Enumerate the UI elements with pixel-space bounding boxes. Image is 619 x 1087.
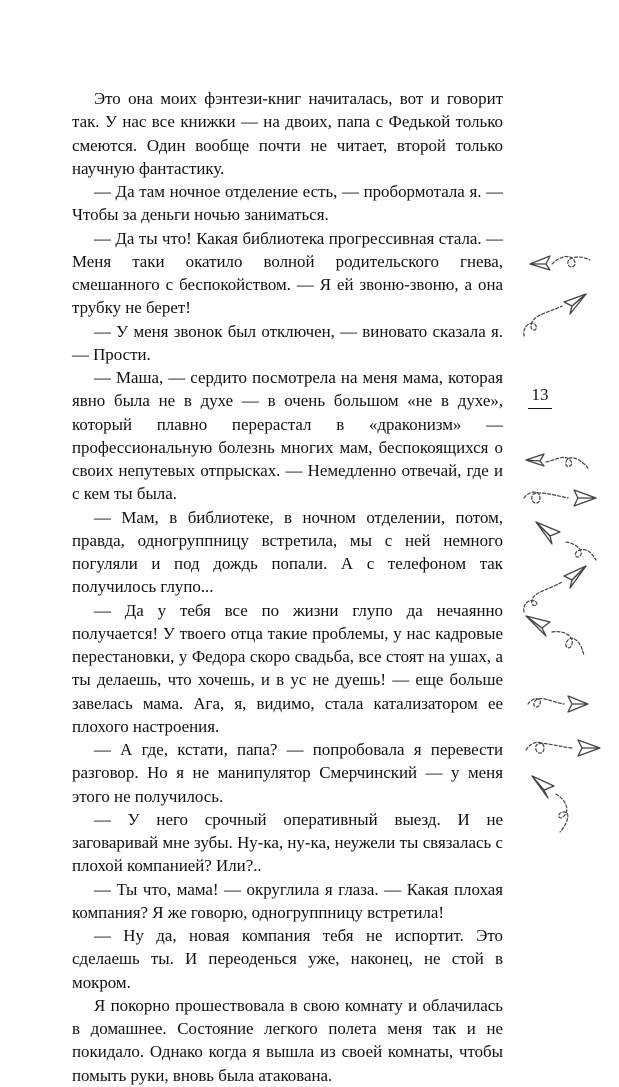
paragraph: — У него срочный оперативный выезд. И не заговаривай мне зубы. Ну-ка, ну-ка, неужели ты связалась с плохой компанией? Или?.. bbox=[72, 809, 503, 876]
paragraph: — Мам, в библиотеке, в ночном отделении, потом, правда, одногруппницу встретила, мы с ней немного погуляли и под дождь попали. А с телефоном так получилось глупо... bbox=[72, 507, 503, 597]
paragraph: — Ты что, мама! — округлила я глаза. — Какая плохая компания? Я же говорю, одногруппницу встретила! bbox=[72, 879, 503, 922]
paper-plane-icon bbox=[528, 250, 592, 278]
paper-plane-decoration bbox=[506, 232, 616, 842]
paper-plane-icon bbox=[522, 732, 604, 766]
paragraph: — Да там ночное отделение есть, — пробормотала я. — Чтобы за деньги ночью заниматься. bbox=[72, 182, 503, 225]
paper-plane-icon bbox=[520, 290, 590, 340]
paragraph: Это она моих фэнтези-книг начиталась, вот и говорит так. У нас все книжки — на двоих, папа с Федькой только смеются. Один вообще почти не читает, второй только научную фантастику. bbox=[72, 89, 503, 178]
paragraph: — Маша, — сердито посмотрела на меня мама, которая явно была не в духе — в очень большом «не в духе», который плавно перерастал в «драконизм» — профессиональную болезнь многих мам, беспокоящихся о своих непутевых отпрысках. — Немедленно отвечай, где и с кем ты была. bbox=[72, 368, 503, 504]
paper-plane-icon bbox=[522, 610, 592, 660]
paper-plane-icon bbox=[520, 484, 600, 514]
paper-plane-icon bbox=[524, 448, 594, 476]
paper-plane-icon bbox=[524, 690, 594, 718]
page-number: 13 bbox=[528, 385, 552, 409]
paragraph: Я покорно прошествовала в свою комнату и облачилась в домашнее. Состояние легкого полета меня так и не покидало. Однако когда я вышла из своей комнаты, чтобы помыть руки, вновь была атакована. bbox=[72, 995, 503, 1085]
paper-plane-icon bbox=[530, 518, 600, 562]
paragraph: — Да ты что! Какая библиотека прогрессивная стала. — Меня таки окатило волной родительского гнева, смешанного с беспокойством. — Я ей звоню-звоню, а она трубку не берет! bbox=[72, 228, 503, 318]
paragraph: — Да у тебя все по жизни глупо да нечаянно получается! У твоего отца такие проблемы, у нас кадровые перестановки, у Федора скоро свадьба, все стоят на ушах, а ты делаешь, что хочешь, и в ус не дуешь! — еще больше завелась мама. Ага, я, видимо, стала катализатором ее плохого настроения. bbox=[72, 600, 503, 736]
paragraph: — Ну да, новая компания тебя не испортит. Это сделаешь ты. И переоденься уже, наконец, не стой в мокром. bbox=[72, 926, 503, 992]
book-text bbox=[72, 87, 503, 1087]
paragraph: — У меня звонок был отключен, — виновато сказала я. — Прости. bbox=[72, 321, 503, 364]
paper-plane-icon bbox=[518, 560, 590, 616]
paragraph: — А где, кстати, папа? — попробовала я перевести разговор. Но я не манипулятор Смерчинский — у меня этого не получилось. bbox=[72, 740, 503, 806]
paper-plane-icon bbox=[526, 772, 596, 836]
